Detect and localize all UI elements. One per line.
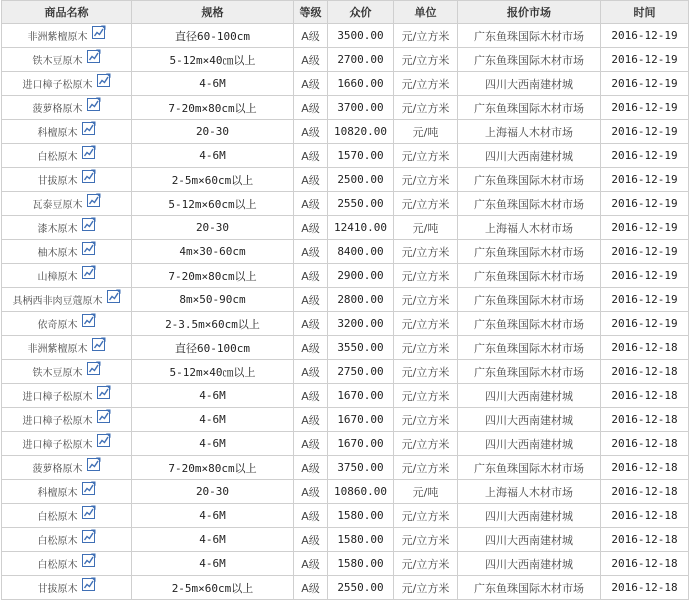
cell-grade: A级 bbox=[294, 576, 328, 600]
table-row bbox=[2, 336, 689, 360]
cell-date: 2016-12-18 bbox=[601, 336, 689, 360]
cell-market: 四川大西南建材城 bbox=[458, 144, 601, 168]
trend-chart-icon[interactable] bbox=[82, 529, 96, 546]
cell-spec: 2-3.5m×60cm以上 bbox=[132, 312, 294, 336]
cell-grade: A级 bbox=[294, 312, 328, 336]
table-row bbox=[2, 552, 689, 576]
product-name-label: 白松原木 bbox=[37, 512, 78, 523]
cell-spec: 5-12m×40㎝以上 bbox=[132, 48, 294, 72]
cell-unit: 元/立方米 bbox=[394, 360, 458, 384]
cell-date: 2016-12-19 bbox=[601, 192, 689, 216]
table-row bbox=[2, 144, 689, 168]
cell-price: 2750.00 bbox=[328, 360, 394, 384]
table-row bbox=[2, 288, 689, 312]
cell-product-name bbox=[2, 288, 132, 312]
cell-date: 2016-12-19 bbox=[601, 96, 689, 120]
trend-chart-icon[interactable] bbox=[82, 265, 96, 282]
cell-market: 四川大西南建材城 bbox=[458, 528, 601, 552]
table-row bbox=[2, 216, 689, 240]
column-header-grade: 等级 bbox=[294, 1, 328, 24]
cell-unit: 元/立方米 bbox=[394, 288, 458, 312]
cell-grade: A级 bbox=[294, 528, 328, 552]
trend-chart-icon[interactable] bbox=[82, 217, 96, 234]
trend-chart-icon[interactable] bbox=[92, 337, 106, 354]
cell-unit: 元/立方米 bbox=[394, 168, 458, 192]
cell-market: 广东鱼珠国际木材市场 bbox=[458, 264, 601, 288]
cell-unit: 元/立方米 bbox=[394, 264, 458, 288]
product-name-label: 科檀原木 bbox=[37, 128, 78, 139]
cell-product-name bbox=[2, 192, 132, 216]
cell-grade: A级 bbox=[294, 72, 328, 96]
trend-chart-icon[interactable] bbox=[87, 193, 101, 210]
table-row bbox=[2, 120, 689, 144]
cell-price: 1670.00 bbox=[328, 408, 394, 432]
cell-date: 2016-12-19 bbox=[601, 168, 689, 192]
cell-date: 2016-12-19 bbox=[601, 264, 689, 288]
cell-date: 2016-12-19 bbox=[601, 312, 689, 336]
cell-spec: 7-20m×80cm以上 bbox=[132, 264, 294, 288]
cell-market: 广东鱼珠国际木材市场 bbox=[458, 288, 601, 312]
cell-unit: 元/立方米 bbox=[394, 240, 458, 264]
trend-chart-icon[interactable] bbox=[87, 97, 101, 114]
trend-chart-icon[interactable] bbox=[87, 49, 101, 66]
cell-date: 2016-12-18 bbox=[601, 528, 689, 552]
trend-chart-icon[interactable] bbox=[97, 385, 111, 402]
table-row bbox=[2, 432, 689, 456]
cell-unit: 元/立方米 bbox=[394, 528, 458, 552]
cell-price: 1670.00 bbox=[328, 384, 394, 408]
cell-grade: A级 bbox=[294, 384, 328, 408]
cell-unit: 元/立方米 bbox=[394, 432, 458, 456]
cell-price: 10860.00 bbox=[328, 480, 394, 504]
cell-date: 2016-12-19 bbox=[601, 240, 689, 264]
cell-product-name bbox=[2, 72, 132, 96]
cell-spec: 4-6M bbox=[132, 72, 294, 96]
cell-grade: A级 bbox=[294, 288, 328, 312]
cell-product-name bbox=[2, 264, 132, 288]
cell-spec: 20-30 bbox=[132, 120, 294, 144]
product-name-label: 漆木原木 bbox=[37, 224, 78, 235]
cell-date: 2016-12-18 bbox=[601, 384, 689, 408]
product-name-label: 铁木豆原木 bbox=[32, 56, 83, 67]
trend-chart-icon[interactable] bbox=[87, 361, 101, 378]
cell-product-name bbox=[2, 528, 132, 552]
cell-spec: 7-20m×80cm以上 bbox=[132, 456, 294, 480]
cell-grade: A级 bbox=[294, 480, 328, 504]
product-name-label: 依奇原木 bbox=[37, 320, 78, 331]
cell-grade: A级 bbox=[294, 264, 328, 288]
cell-market: 四川大西南建材城 bbox=[458, 504, 601, 528]
table-row bbox=[2, 504, 689, 528]
cell-price: 2800.00 bbox=[328, 288, 394, 312]
cell-grade: A级 bbox=[294, 360, 328, 384]
cell-grade: A级 bbox=[294, 336, 328, 360]
product-name-label: 白松原木 bbox=[37, 536, 78, 547]
cell-market: 广东鱼珠国际木材市场 bbox=[458, 168, 601, 192]
cell-date: 2016-12-18 bbox=[601, 456, 689, 480]
cell-grade: A级 bbox=[294, 120, 328, 144]
trend-chart-icon[interactable] bbox=[82, 553, 96, 570]
cell-grade: A级 bbox=[294, 432, 328, 456]
product-name-label: 白松原木 bbox=[37, 560, 78, 571]
cell-spec: 4-6M bbox=[132, 552, 294, 576]
cell-spec: 直径60-100cm bbox=[132, 336, 294, 360]
product-name-label: 具柄西非肉豆蔻原木 bbox=[12, 296, 103, 307]
cell-grade: A级 bbox=[294, 456, 328, 480]
cell-product-name bbox=[2, 480, 132, 504]
cell-spec: 7-20m×80cm以上 bbox=[132, 96, 294, 120]
cell-product-name bbox=[2, 552, 132, 576]
cell-price: 2500.00 bbox=[328, 168, 394, 192]
cell-grade: A级 bbox=[294, 48, 328, 72]
cell-date: 2016-12-18 bbox=[601, 360, 689, 384]
cell-spec: 4-6M bbox=[132, 144, 294, 168]
cell-date: 2016-12-18 bbox=[601, 408, 689, 432]
product-name-label: 菠萝格原木 bbox=[32, 104, 83, 115]
cell-product-name bbox=[2, 48, 132, 72]
trend-chart-icon[interactable] bbox=[82, 145, 96, 162]
cell-spec: 4-6M bbox=[132, 384, 294, 408]
trend-chart-icon[interactable] bbox=[82, 481, 96, 498]
cell-date: 2016-12-19 bbox=[601, 120, 689, 144]
column-header-name: 商品名称 bbox=[2, 1, 132, 24]
cell-price: 3750.00 bbox=[328, 456, 394, 480]
cell-grade: A级 bbox=[294, 552, 328, 576]
cell-unit: 元/立方米 bbox=[394, 552, 458, 576]
cell-date: 2016-12-18 bbox=[601, 552, 689, 576]
cell-product-name bbox=[2, 504, 132, 528]
cell-price: 1580.00 bbox=[328, 552, 394, 576]
cell-price: 2550.00 bbox=[328, 192, 394, 216]
cell-spec: 20-30 bbox=[132, 480, 294, 504]
table-row bbox=[2, 24, 689, 48]
cell-spec: 5-12m×40㎝以上 bbox=[132, 360, 294, 384]
cell-product-name bbox=[2, 144, 132, 168]
table-row bbox=[2, 264, 689, 288]
cell-price: 1580.00 bbox=[328, 504, 394, 528]
cell-unit: 元/立方米 bbox=[394, 456, 458, 480]
cell-market: 四川大西南建材城 bbox=[458, 552, 601, 576]
cell-date: 2016-12-19 bbox=[601, 216, 689, 240]
cell-market: 上海福人木材市场 bbox=[458, 216, 601, 240]
cell-product-name bbox=[2, 360, 132, 384]
cell-product-name bbox=[2, 336, 132, 360]
trend-chart-icon[interactable] bbox=[97, 433, 111, 450]
product-name-label: 进口樟子松原木 bbox=[22, 416, 93, 427]
cell-unit: 元/立方米 bbox=[394, 408, 458, 432]
table-row bbox=[2, 360, 689, 384]
cell-spec: 4m×30-60cm bbox=[132, 240, 294, 264]
cell-date: 2016-12-18 bbox=[601, 480, 689, 504]
cell-unit: 元/立方米 bbox=[394, 24, 458, 48]
table-row bbox=[2, 312, 689, 336]
product-name-label: 非洲紫檀原木 bbox=[27, 32, 88, 43]
table-row bbox=[2, 480, 689, 504]
column-header-price: 众价 bbox=[328, 1, 394, 24]
product-name-label: 科檀原木 bbox=[37, 488, 78, 499]
product-name-label: 进口樟子松原木 bbox=[22, 80, 93, 91]
cell-market: 广东鱼珠国际木材市场 bbox=[458, 576, 601, 600]
cell-market: 四川大西南建材城 bbox=[458, 72, 601, 96]
product-name-label: 进口樟子松原木 bbox=[22, 440, 93, 451]
cell-product-name bbox=[2, 432, 132, 456]
trend-chart-icon[interactable] bbox=[82, 241, 96, 258]
cell-unit: 元/立方米 bbox=[394, 312, 458, 336]
product-name-label: 瓦泰豆原木 bbox=[32, 200, 83, 211]
cell-market: 广东鱼珠国际木材市场 bbox=[458, 312, 601, 336]
cell-product-name bbox=[2, 384, 132, 408]
cell-price: 3550.00 bbox=[328, 336, 394, 360]
column-header-market: 报价市场 bbox=[458, 1, 601, 24]
cell-grade: A级 bbox=[294, 192, 328, 216]
cell-price: 1580.00 bbox=[328, 528, 394, 552]
trend-chart-icon[interactable] bbox=[97, 73, 111, 90]
price-table bbox=[1, 0, 689, 600]
cell-date: 2016-12-18 bbox=[601, 576, 689, 600]
cell-market: 广东鱼珠国际木材市场 bbox=[458, 96, 601, 120]
cell-product-name bbox=[2, 216, 132, 240]
cell-spec: 4-6M bbox=[132, 504, 294, 528]
cell-market: 广东鱼珠国际木材市场 bbox=[458, 456, 601, 480]
cell-product-name bbox=[2, 168, 132, 192]
trend-chart-icon[interactable] bbox=[107, 289, 121, 306]
cell-price: 3500.00 bbox=[328, 24, 394, 48]
column-header-time: 时间 bbox=[601, 1, 689, 24]
trend-chart-icon[interactable] bbox=[82, 577, 96, 594]
cell-product-name bbox=[2, 576, 132, 600]
cell-unit: 元/立方米 bbox=[394, 336, 458, 360]
cell-unit: 元/立方米 bbox=[394, 96, 458, 120]
cell-spec: 2-5m×60cm以上 bbox=[132, 168, 294, 192]
cell-date: 2016-12-18 bbox=[601, 504, 689, 528]
cell-spec: 2-5m×60cm以上 bbox=[132, 576, 294, 600]
cell-product-name bbox=[2, 240, 132, 264]
cell-grade: A级 bbox=[294, 240, 328, 264]
cell-unit: 元/吨 bbox=[394, 216, 458, 240]
cell-grade: A级 bbox=[294, 144, 328, 168]
column-header-unit: 单位 bbox=[394, 1, 458, 24]
trend-chart-icon[interactable] bbox=[97, 409, 111, 426]
cell-spec: 5-12m×60cm以上 bbox=[132, 192, 294, 216]
cell-market: 四川大西南建材城 bbox=[458, 384, 601, 408]
cell-market: 广东鱼珠国际木材市场 bbox=[458, 24, 601, 48]
product-name-label: 菠萝格原木 bbox=[32, 464, 83, 475]
cell-date: 2016-12-19 bbox=[601, 48, 689, 72]
cell-market: 四川大西南建材城 bbox=[458, 432, 601, 456]
table-row bbox=[2, 72, 689, 96]
cell-grade: A级 bbox=[294, 216, 328, 240]
cell-unit: 元/吨 bbox=[394, 480, 458, 504]
cell-date: 2016-12-19 bbox=[601, 24, 689, 48]
cell-unit: 元/立方米 bbox=[394, 192, 458, 216]
cell-market: 四川大西南建材城 bbox=[458, 408, 601, 432]
cell-unit: 元/立方米 bbox=[394, 72, 458, 96]
trend-chart-icon[interactable] bbox=[87, 457, 101, 474]
cell-price: 3700.00 bbox=[328, 96, 394, 120]
column-header-spec: 规格 bbox=[132, 1, 294, 24]
cell-unit: 元/立方米 bbox=[394, 48, 458, 72]
cell-date: 2016-12-19 bbox=[601, 288, 689, 312]
cell-price: 10820.00 bbox=[328, 120, 394, 144]
cell-market: 广东鱼珠国际木材市场 bbox=[458, 336, 601, 360]
trend-chart-icon[interactable] bbox=[82, 505, 96, 522]
cell-spec: 20-30 bbox=[132, 216, 294, 240]
trend-chart-icon[interactable] bbox=[82, 121, 96, 138]
cell-product-name bbox=[2, 96, 132, 120]
cell-spec: 直径60-100cm bbox=[132, 24, 294, 48]
trend-chart-icon[interactable] bbox=[92, 25, 106, 42]
cell-grade: A级 bbox=[294, 24, 328, 48]
cell-market: 广东鱼珠国际木材市场 bbox=[458, 192, 601, 216]
cell-market: 上海福人木材市场 bbox=[458, 480, 601, 504]
cell-unit: 元/立方米 bbox=[394, 504, 458, 528]
table-row bbox=[2, 408, 689, 432]
cell-price: 1670.00 bbox=[328, 432, 394, 456]
cell-price: 2900.00 bbox=[328, 264, 394, 288]
cell-spec: 4-6M bbox=[132, 528, 294, 552]
cell-product-name bbox=[2, 408, 132, 432]
cell-date: 2016-12-18 bbox=[601, 432, 689, 456]
cell-date: 2016-12-19 bbox=[601, 72, 689, 96]
table-row bbox=[2, 576, 689, 600]
cell-grade: A级 bbox=[294, 96, 328, 120]
table-row bbox=[2, 528, 689, 552]
cell-market: 上海福人木材市场 bbox=[458, 120, 601, 144]
cell-date: 2016-12-19 bbox=[601, 144, 689, 168]
cell-price: 2550.00 bbox=[328, 576, 394, 600]
cell-market: 广东鱼珠国际木材市场 bbox=[458, 360, 601, 384]
cell-price: 3200.00 bbox=[328, 312, 394, 336]
product-name-label: 进口樟子松原木 bbox=[22, 392, 93, 403]
product-name-label: 柚木原木 bbox=[37, 248, 78, 259]
cell-spec: 8m×50-90cm bbox=[132, 288, 294, 312]
cell-market: 广东鱼珠国际木材市场 bbox=[458, 48, 601, 72]
trend-chart-icon[interactable] bbox=[82, 169, 96, 186]
cell-grade: A级 bbox=[294, 504, 328, 528]
cell-unit: 元/吨 bbox=[394, 120, 458, 144]
cell-price: 12410.00 bbox=[328, 216, 394, 240]
table-body bbox=[2, 24, 689, 600]
cell-price: 2700.00 bbox=[328, 48, 394, 72]
cell-price: 1660.00 bbox=[328, 72, 394, 96]
table-row bbox=[2, 168, 689, 192]
cell-market: 广东鱼珠国际木材市场 bbox=[458, 240, 601, 264]
product-name-label: 甘拔原木 bbox=[37, 176, 78, 187]
table-row bbox=[2, 96, 689, 120]
product-name-label: 白松原木 bbox=[37, 152, 78, 163]
product-name-label: 铁木豆原木 bbox=[32, 368, 83, 379]
cell-unit: 元/立方米 bbox=[394, 144, 458, 168]
trend-chart-icon[interactable] bbox=[82, 313, 96, 330]
table-row bbox=[2, 48, 689, 72]
cell-unit: 元/立方米 bbox=[394, 576, 458, 600]
table-row bbox=[2, 192, 689, 216]
cell-spec: 4-6M bbox=[132, 432, 294, 456]
table-row bbox=[2, 384, 689, 408]
cell-spec: 4-6M bbox=[132, 408, 294, 432]
cell-price: 1570.00 bbox=[328, 144, 394, 168]
cell-grade: A级 bbox=[294, 168, 328, 192]
product-name-label: 山樟原木 bbox=[37, 272, 78, 283]
cell-product-name bbox=[2, 24, 132, 48]
cell-price: 8400.00 bbox=[328, 240, 394, 264]
product-name-label: 非洲紫檀原木 bbox=[27, 344, 88, 355]
table-row bbox=[2, 456, 689, 480]
cell-product-name bbox=[2, 456, 132, 480]
cell-unit: 元/立方米 bbox=[394, 384, 458, 408]
cell-product-name bbox=[2, 312, 132, 336]
cell-grade: A级 bbox=[294, 408, 328, 432]
cell-product-name bbox=[2, 120, 132, 144]
table-header-row bbox=[2, 1, 689, 24]
table-row bbox=[2, 240, 689, 264]
product-name-label: 甘拔原木 bbox=[37, 584, 78, 595]
